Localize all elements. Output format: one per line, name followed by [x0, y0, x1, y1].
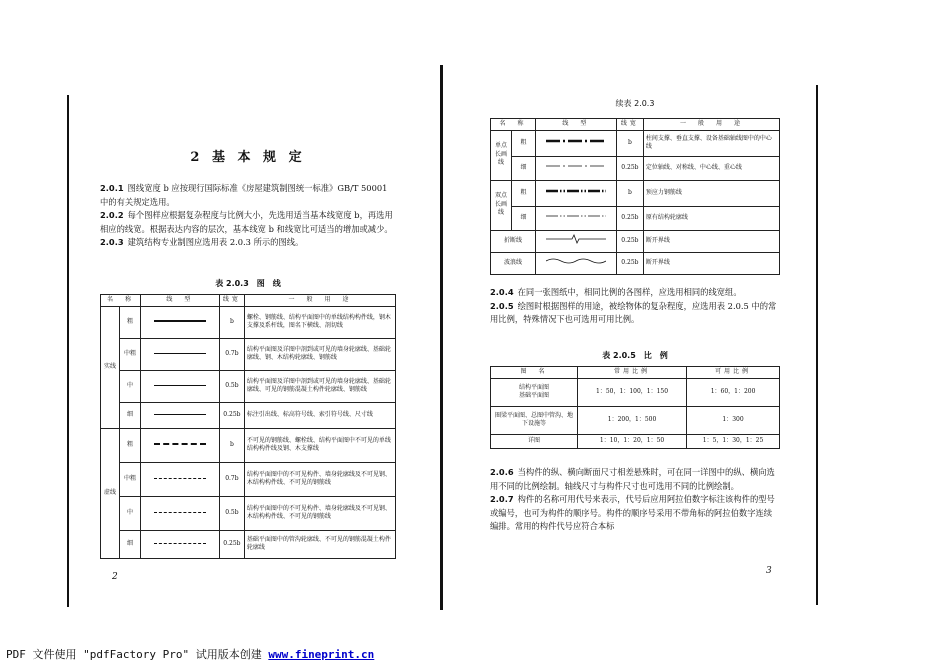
table-row: 实线 粗 b 螺栓、钢筋线、结构平面图中的单线结构构件线，钢木支撑及系杆线，图名下横线、剖切线: [101, 306, 396, 338]
table-2-0-3-caption: 表 2.0.3 图 线: [215, 279, 281, 288]
page-number-left: 2: [112, 572, 118, 582]
left-paragraphs: [100, 182, 396, 250]
scale-table: [490, 366, 780, 449]
line-sample-solid-medium: [140, 370, 219, 402]
table-row: 双点长画线 粗 b 预应力钢筋线: [491, 180, 780, 206]
right-paragraphs-1: [490, 286, 780, 327]
table-row: 中粗 0.7b 结构平面图及详图中剖到或可见的墙身轮廓线、基础轮廓线、钢、木结构轮廓线、钢筋线: [101, 338, 396, 370]
page-number-right: 3: [766, 566, 772, 576]
line-types-table: [100, 294, 396, 559]
line-sample-dashed-medium: [140, 496, 219, 530]
table-row: 细 0.25b 标注引出线、标高符号线、索引符号线、尺寸线: [101, 402, 396, 428]
chain-line-thick-icon: [546, 138, 606, 144]
pdf-footer: PDF 文件使用 "pdfFactory Pro" 试用版本创建 www.fineprint.cn: [6, 648, 375, 661]
para-2-0-4: 2.0.4 在同一张图纸中，相同比例的各图样，应选用相同的线宽组。: [490, 287, 742, 297]
table-row: 详图 1：10，1：20，1：50 1：5，1：30，1：25: [491, 434, 780, 448]
page-edge-left: [67, 95, 69, 607]
line-sample-dashed-thick: [140, 428, 219, 462]
line-sample-solid-thick: [140, 306, 219, 338]
table-row: 波浪线 0.25b 断开界线: [491, 252, 780, 274]
table-row: 中 0.5b 结构平面图中的不可见构件、墙身轮廓线及不可见钢、木结构构件线、不可见的钢筋线: [101, 496, 396, 530]
table-row: 细 0.25b 基础平面图中的管沟轮廓线、不可见的钢筋混凝土构件轮廓线: [101, 530, 396, 558]
line-sample-double-chain-thin: [535, 206, 616, 230]
continued-line-table: [490, 118, 780, 275]
page-edge-right: [816, 85, 818, 605]
break-line-icon: [546, 234, 606, 244]
chapter-title: 2 基 本 规 定: [190, 150, 306, 165]
table-header: 名 称 线 型 线宽 一 般 用 途: [101, 295, 396, 307]
line-sample-solid-thin: [140, 402, 219, 428]
line-sample-dashed-thin: [140, 530, 219, 558]
para-2-0-5: 2.0.5 绘图时根据图样的用途，被绘物体的复杂程度，应选用表 2.0.5 中的常用比例，特殊情况下也可选用可用比例。: [490, 300, 777, 325]
table-row: 中粗 0.7b 结构平面图中的不可见构件、墙身轮廓线及不可见钢、木结构构件线、不可见的钢筋线: [101, 462, 396, 496]
para-2-0-1: 2.0.1 图线宽度 b 应按现行国际标准《房屋建筑制图统一标准》GB/T 50001 中的有关规定选用。: [100, 183, 388, 207]
table-row: 折断线 0.25b 断开界线: [491, 230, 780, 252]
line-sample-break: [535, 230, 616, 252]
double-chain-line-thin-icon: [546, 213, 606, 219]
line-sample-wave: [535, 252, 616, 274]
line-sample-dashed-medium-thick: [140, 462, 219, 496]
para-2-0-6: 2.0.6 当构件的纵、横向断面尺寸相差悬殊时，可在同一详图中的纵、横向选用不同的比例绘制。轴线尺寸与构件尺寸也可选用不同的比例绘制。: [490, 467, 775, 491]
table-2-0-5-caption: 表 2.0.5 比 例: [602, 351, 668, 360]
table-row: 细 0.25b 定位轴线、对称线、中心线、重心线: [491, 156, 780, 180]
fineprint-link[interactable]: www.fineprint.cn: [268, 648, 375, 661]
table-row: 细 0.25b 原有结构轮廓线: [491, 206, 780, 230]
right-paragraphs-2: [490, 466, 780, 534]
para-2-0-2: 2.0.2 每个图样应根据复杂程度与比例大小，先选用适当基本线宽度 b，再选用相应的线宽。根据表达内容的层次，基本线宽 b 和线宽比可适当的增加或减少。: [100, 210, 393, 234]
table-row: 中 0.5b 结构平面图及详图中剖到或可见的墙身轮廓线、基础轮廓线、可见的钢筋混凝土构件轮廓线、钢筋线: [101, 370, 396, 402]
table-row: 虚线 粗 b 不可见的钢筋线、螺栓线、结构平面图中不可见的单线结构构件线及钢、木支撑线: [101, 428, 396, 462]
line-sample-chain-thin: [535, 156, 616, 180]
table-row: 圈梁平面图、总图中管沟、地下设施等 1：200，1：500 1：300: [491, 406, 780, 434]
table-row: 结构平面图 基础平面图 1：50，1：100，1：150 1：60，1：200: [491, 378, 780, 406]
table-header: 名 称 线 型 线宽 一 般 用 途: [491, 119, 780, 131]
para-2-0-3: 2.0.3 建筑结构专业制图应选用表 2.0.3 所示的图线。: [100, 237, 304, 248]
line-sample-solid-medium-thick: [140, 338, 219, 370]
continued-table-caption: 续表 2.0.3: [615, 99, 655, 108]
line-sample-double-chain-thick: [535, 180, 616, 206]
wave-line-icon: [546, 256, 606, 266]
table-row: 单点长画线 粗 b 柱间支撑、垂直支撑、设备基础轴线图中的中心线: [491, 130, 780, 156]
line-sample-chain-thick: [535, 130, 616, 156]
table-header: 图 名 常用比例 可用比例: [491, 367, 780, 379]
book-spine: [440, 65, 443, 610]
para-2-0-7: 2.0.7 构件的名称可用代号来表示，代号后应用阿拉伯数字标注该构件的型号或编号，也可为构件的顺序号。构件的顺序号采用不带角标的阿拉伯数字连续编排。常用的构件代号应符合本标: [490, 494, 775, 532]
double-chain-line-thick-icon: [546, 188, 606, 194]
chain-line-thin-icon: [546, 163, 606, 169]
